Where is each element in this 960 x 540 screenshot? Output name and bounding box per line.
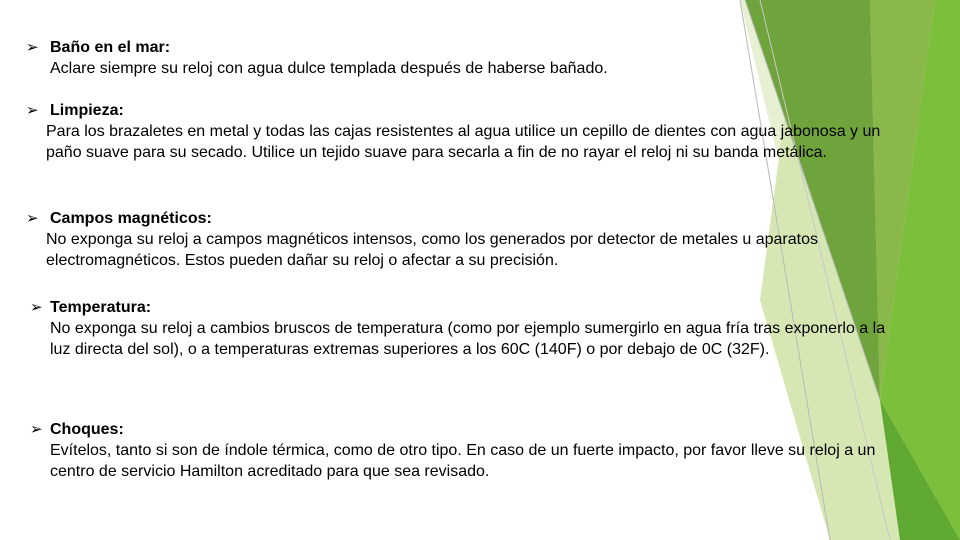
bullet-item-bano-en-el-mar [26, 37, 786, 79]
bullet-item-limpieza [26, 100, 886, 163]
bullet-body: Evítelos, tanto si son de índole térmica, como de otro tipo. En caso de un fuerte impacto, por favor lleve su reloj a un centro de servicio Hamilton acreditado para que sea revisado. [50, 442, 876, 480]
arrowhead-bullet-icon: ➢ [26, 101, 39, 119]
bullet-body: Aclare siempre su reloj con agua dulce templada después de haberse bañado. [50, 60, 608, 77]
bullet-heading: Choques: [50, 421, 124, 438]
arrowhead-bullet-icon: ➢ [26, 209, 39, 227]
bullet-body: No exponga su reloj a cambios bruscos de temperatura (como por ejemplo sumergirlo en agua fría tras exponerlo a la luz directa del sol), o a temperaturas extremas superiores a los 60C (140F) o por debajo de 0C (32F). [50, 320, 886, 358]
bullet-heading: Temperatura: [50, 299, 152, 316]
arrowhead-bullet-icon: ➢ [30, 298, 43, 316]
bullet-body: No exponga su reloj a campos magnéticos intensos, como los generados por detector de metales u aparatos electromagnéticos. Estos pueden dañar su reloj o afectar a su precisión. [46, 231, 818, 269]
bullet-item-temperatura [30, 297, 890, 360]
bullet-heading: Limpieza: [50, 102, 124, 119]
bullet-heading: Campos magnéticos: [50, 210, 212, 227]
bullet-item-campos-magneticos [26, 208, 866, 271]
bullet-item-choques [30, 419, 920, 482]
arrowhead-bullet-icon: ➢ [26, 38, 39, 56]
bullet-body: Para los brazaletes en metal y todas las cajas resistentes al agua utilice un cepillo de dientes con agua jabonosa y un paño suave para su secado. Utilice un tejido suave para secarla a fin de no rayar el reloj ni su banda metálica. [46, 123, 881, 161]
bullet-heading: Baño en el mar: [50, 39, 171, 56]
arrowhead-bullet-icon: ➢ [30, 420, 43, 438]
